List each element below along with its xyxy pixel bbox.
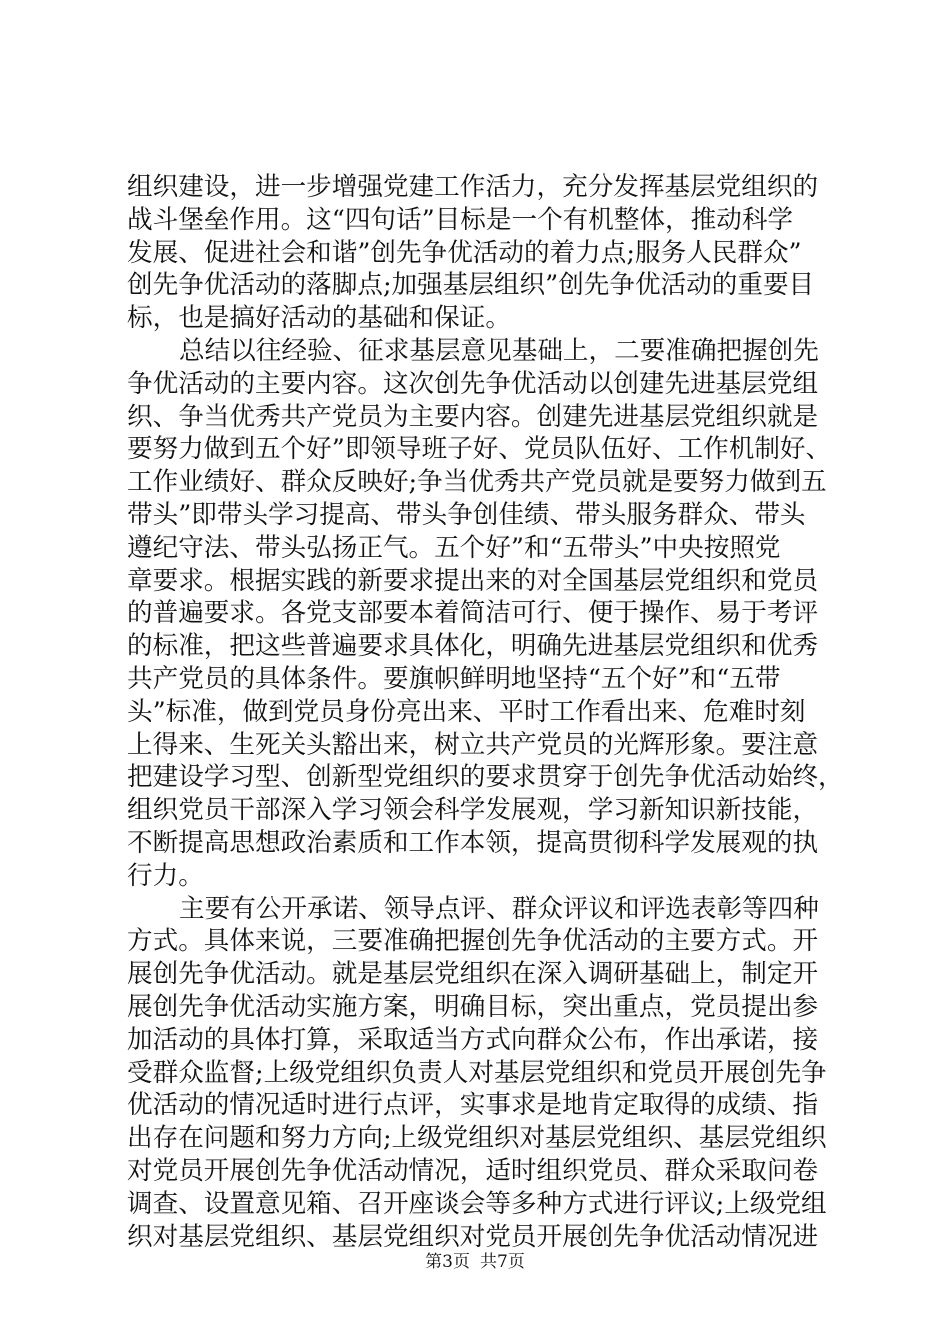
paragraph	[127, 335, 844, 893]
text-line: 章要求。根据实践的新要求提出来的对全国基层党组织和党员	[127, 565, 819, 596]
page-footer	[0, 1251, 950, 1273]
text-line: 的标准，把这些普遍要求具体化，明确先进基层党组织和优秀	[127, 631, 819, 662]
text-line: 带头”即带头学习提高、带头争创佳绩、带头服务群众、带头	[127, 499, 806, 530]
text-line: 创先争优活动的落脚点;加强基层组织”创先争优活动的重要目	[127, 270, 815, 301]
text-line: 受群众监督;上级党组织负责人对基层党组织和党员开展创先争	[127, 1057, 827, 1088]
text-line: 调查、设置意见箱、召开座谈会等多种方式进行评议;上级党组	[127, 1188, 827, 1219]
text-line: 组织党员干部深入学习领会科学发展观，学习新知识新技能，	[127, 795, 819, 826]
text-line: 织、争当优秀共产党员为主要内容。创建先进基层党组织就是	[127, 401, 819, 432]
text-line: 的普遍要求。各党支部要本着简洁可行、便于操作、易于考评	[127, 598, 819, 629]
text-line: 战斗堡垒作用。这“四句话”目标是一个有机整体，推动科学	[127, 204, 794, 235]
text-line: 加活动的具体打算，采取适当方式向群众公布，作出承诺，接	[127, 1024, 819, 1055]
page-total: 共7页	[480, 1252, 525, 1272]
text-line: 组织建设，进一步增强党建工作活力，充分发挥基层党组织的	[127, 172, 819, 202]
text-line: 不断提高思想政治素质和工作本领，提高贯彻科学发展观的执	[127, 827, 819, 858]
text-line: 上得来、生死关头豁出来，树立共产党员的光辉形象。要注意	[127, 729, 819, 760]
paragraph	[127, 893, 837, 1254]
text-line: 展创先争优活动实施方案，明确目标，突出重点，党员提出参	[127, 991, 819, 1022]
text-line: 遵纪守法、带头弘扬正气。五个好”和“五带头”中央按照党	[127, 532, 781, 563]
document-body	[127, 171, 844, 1253]
text-line: 出存在问题和努力方向;上级党组织对基层党组织、基层党组织	[127, 1123, 827, 1154]
text-line: 展创先争优活动。就是基层党组织在深入调研基础上，制定开	[127, 959, 819, 990]
text-line: 工作业绩好、群众反映好;争当优秀共产党员就是要努力做到五	[127, 467, 827, 498]
text-line: 要努力做到五个好”即领导班子好、党员队伍好、工作机制好、	[127, 434, 832, 465]
text-line: 把建设学习型、创新型党组织的要求贯穿于创先争优活动始终，	[127, 762, 844, 793]
text-line: 对党员开展创先争优活动情况，适时组织党员、群众采取问卷	[127, 1155, 819, 1186]
text-line: 标，也是搞好活动的基础和保证。	[127, 303, 511, 334]
text-line: 发展、促进社会和谐”创先争优活动的着力点;服务人民群众”	[127, 237, 802, 268]
page-number: 第3页	[425, 1252, 470, 1272]
paragraph	[127, 171, 837, 335]
text-line: 行力。	[127, 860, 204, 891]
text-line: 主要有公开承诺、领导点评、群众评议和评选表彰等四种	[179, 893, 819, 924]
text-line: 织对基层党组织、基层党组织对党员开展创先争优活动情况进	[127, 1221, 819, 1252]
text-line: 头”标准，做到党员身份亮出来、平时工作看出来、危难时刻	[127, 696, 806, 727]
text-line: 优活动的情况适时进行点评，实事求是地肯定取得的成绩、指	[127, 1090, 819, 1121]
text-line: 总结以往经验、征求基层意见基础上，二要准确把握创先	[179, 335, 819, 366]
text-line: 方式。具体来说，三要准确把握创先争优活动的主要方式。开	[127, 926, 819, 957]
text-line: 争优活动的主要内容。这次创先争优活动以创建先进基层党组	[127, 368, 819, 399]
text-line: 共产党员的具体条件。要旗帜鲜明地坚持“五个好”和“五带	[127, 663, 781, 694]
